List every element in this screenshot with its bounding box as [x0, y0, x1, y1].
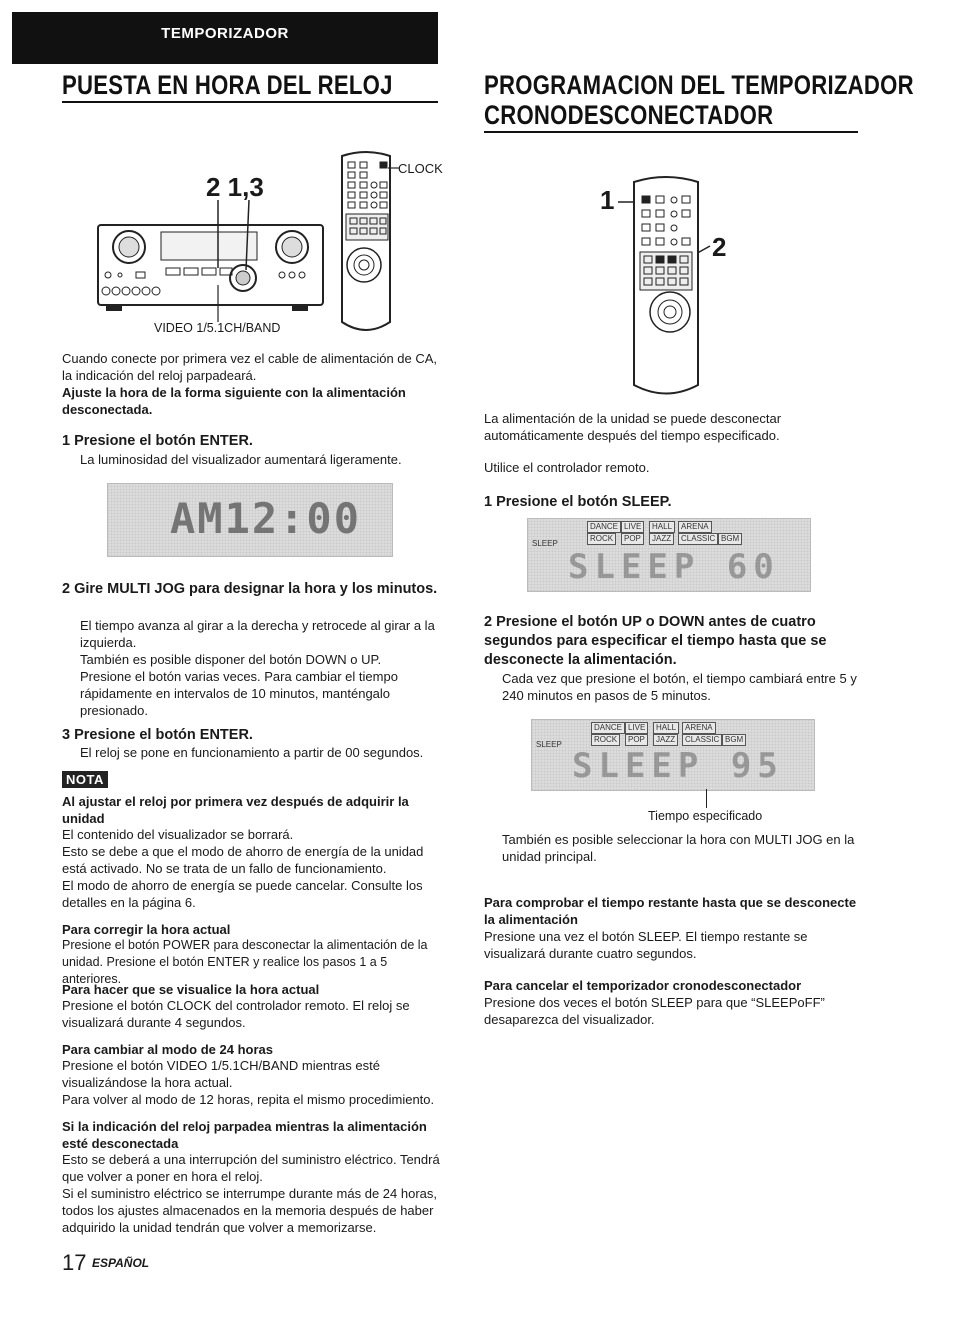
right-title-line1: PROGRAMACION DEL TEMPORIZADOR — [484, 70, 914, 100]
mode-classic: CLASSIC — [678, 533, 718, 545]
mode-arena: ARENA — [678, 521, 712, 533]
clock-blink-heading: Si la indicación del reloj parpadea mientras la alimentación esté desconectada — [62, 1119, 427, 1151]
fig-step-2: 2 — [712, 232, 727, 262]
mode-pop-2: POP — [625, 734, 648, 746]
right-step-2: 2 Presione el botón UP o DOWN antes de cuatro segundos para especificar el tiempo hasta que se desconecte la alimentación. — [484, 614, 827, 668]
24h-mode-heading: Para cambiar al modo de 24 horas — [62, 1042, 273, 1057]
mode-pop: POP — [621, 533, 644, 545]
check-remaining-heading: Para comprobar el tiempo restante hasta que se desconecte la alimentación — [484, 895, 857, 927]
clock-blink-text: Esto se deberá a una interrupción del suministro eléctrico. Tendrá que volver a poner en hora el reloj. Si el suministro eléctrico se interrumpe durante más de 24 horas, todos los ajustes almacenados en la memoria después de haber adquirido la unidad tendrán que volver a memorizarse. — [62, 1152, 440, 1235]
right-step-2-text: Cada vez que presione el botón, el tiempo cambiará entre 5 y 240 minutos en pasos de 5 minutos. — [502, 671, 857, 703]
left-step-2-text: El tiempo avanza al girar a la derecha y retrocede al girar a la izquierda. También es posible disponer del botón DOWN o UP. Presione el botón varias veces. Para cambiar el tiempo rápidamente en intervalos de 10 minutos, manténgalo presionado. — [80, 618, 435, 718]
right-step-1: 1 Presione el botón SLEEP. — [484, 494, 672, 510]
section-banner: TEMPORIZADOR — [12, 12, 438, 64]
right-intro-2: Utilice el controlador remoto. — [484, 460, 650, 475]
mode-arena-2: ARENA — [682, 722, 716, 734]
video-band-label: VIDEO 1/5.1CH/BAND — [154, 321, 281, 335]
24h-mode-text: Presione el botón VIDEO 1/5.1CH/BAND mientras esté visualizándose la hora actual. Para volver al modo de 12 horas, repita el mismo procedimiento. — [62, 1058, 435, 1107]
right-title-line2: CRONODESCONECTADOR — [484, 100, 774, 130]
sleep-remote-figure — [600, 170, 740, 400]
nota-label: NOTA — [62, 771, 108, 788]
sleep-indicator: SLEEP — [532, 539, 558, 548]
right-title-rule — [484, 131, 858, 133]
remote-illustration — [600, 170, 740, 400]
mode-dance-2: DANCE — [591, 722, 625, 734]
clock-figure — [96, 150, 446, 340]
mode-bgm: BGM — [718, 533, 742, 545]
left-step-3: 3 Presione el botón ENTER. — [62, 727, 253, 743]
lcd-clock-text: AM12:00 — [170, 494, 362, 543]
mode-rock: ROCK — [587, 533, 616, 545]
mode-hall: HALL — [649, 521, 675, 533]
sleep-indicator-2: SLEEP — [536, 740, 562, 749]
language-label: ESPAÑOL — [92, 1256, 150, 1270]
sleep-lcd-display-2 — [531, 719, 815, 791]
cancel-timer-text: Presione dos veces el botón SLEEP para que “SLEEPoFF” desaparezca del visualizador. — [484, 995, 825, 1027]
left-step-1-text: La luminosidad del visualizador aumentará ligeramente. — [80, 452, 402, 467]
left-intro: Cuando conecte por primera vez el cable de alimentación de CA, la indicación del reloj parpadeará. — [62, 351, 438, 383]
show-time-heading: Para hacer que se visualice la hora actual — [62, 982, 320, 997]
fig-step-numbers: 2 1,3 — [206, 172, 264, 202]
cancel-timer-heading: Para cancelar el temporizador cronodesconectador — [484, 978, 802, 993]
left-title: PUESTA EN HORA DEL RELOJ — [62, 70, 393, 100]
clock-lcd-display — [107, 483, 393, 557]
mode-rock-2: ROCK — [591, 734, 620, 746]
lcd-sleep-text-1: SLEEP 60 — [568, 547, 780, 587]
lcd-2-caption: Tiempo especificado — [648, 809, 763, 823]
fig-step-1: 1 — [600, 185, 615, 215]
correct-time-heading: Para corregir la hora actual — [62, 922, 231, 937]
mode-dance: DANCE — [587, 521, 621, 533]
left-step-1: 1 Presione el botón ENTER. — [62, 433, 253, 449]
left-title-rule — [62, 101, 438, 103]
show-time-text: Presione el botón CLOCK del controlador remoto. El reloj se visualizará durante 4 segundos. — [62, 998, 410, 1030]
mode-live: LIVE — [621, 521, 644, 533]
mode-jazz-2: JAZZ — [653, 734, 678, 746]
sleep-lcd-display-1 — [527, 518, 811, 592]
check-remaining-text: Presione una vez el botón SLEEP. El tiempo restante se visualizará durante cuatro segundos. — [484, 929, 808, 961]
nota-heading: Al ajustar el reloj por primera vez después de adquirir la unidad — [62, 794, 409, 826]
nota-text: El contenido del visualizador se borrará. Esto se debe a que el modo de ahorro de energía de la unidad está activado. No se trata de un fallo de funcionamiento. El modo de ahorro de energía se puede cancelar. Consulte los detalles en la página 6. — [62, 827, 424, 910]
left-step-2: 2 Gire MULTI JOG para designar la hora y los minutos. — [62, 581, 438, 597]
left-intro-bold: Ajuste la hora de la forma siguiente con la alimentación desconectada. — [62, 385, 406, 417]
mode-live-2: LIVE — [625, 722, 648, 734]
lcd-sleep-text-2: SLEEP 95 — [572, 746, 784, 786]
mode-bgm-2: BGM — [722, 734, 746, 746]
page-number: 17 — [62, 1250, 87, 1275]
right-intro: La alimentación de la unidad se puede desconectar automáticamente después del tiempo especificado. — [484, 411, 782, 443]
clock-label: CLOCK — [398, 161, 443, 176]
correct-time-text: Presione el botón POWER para desconectar la alimentación de la unidad. Presione el botón ENTER y realice los pasos 1 a 5 anteriores. — [62, 938, 428, 986]
mode-classic-2: CLASSIC — [682, 734, 722, 746]
mode-hall-2: HALL — [653, 722, 679, 734]
left-step-3-text: El reloj se pone en funcionamiento a partir de 00 segundos. — [80, 745, 424, 760]
multi-jog-note: También es posible seleccionar la hora con MULTI JOG en la unidad principal. — [502, 832, 855, 864]
mode-jazz: JAZZ — [649, 533, 674, 545]
receiver-remote-illustration — [96, 150, 446, 340]
caption-pointer — [706, 789, 707, 808]
